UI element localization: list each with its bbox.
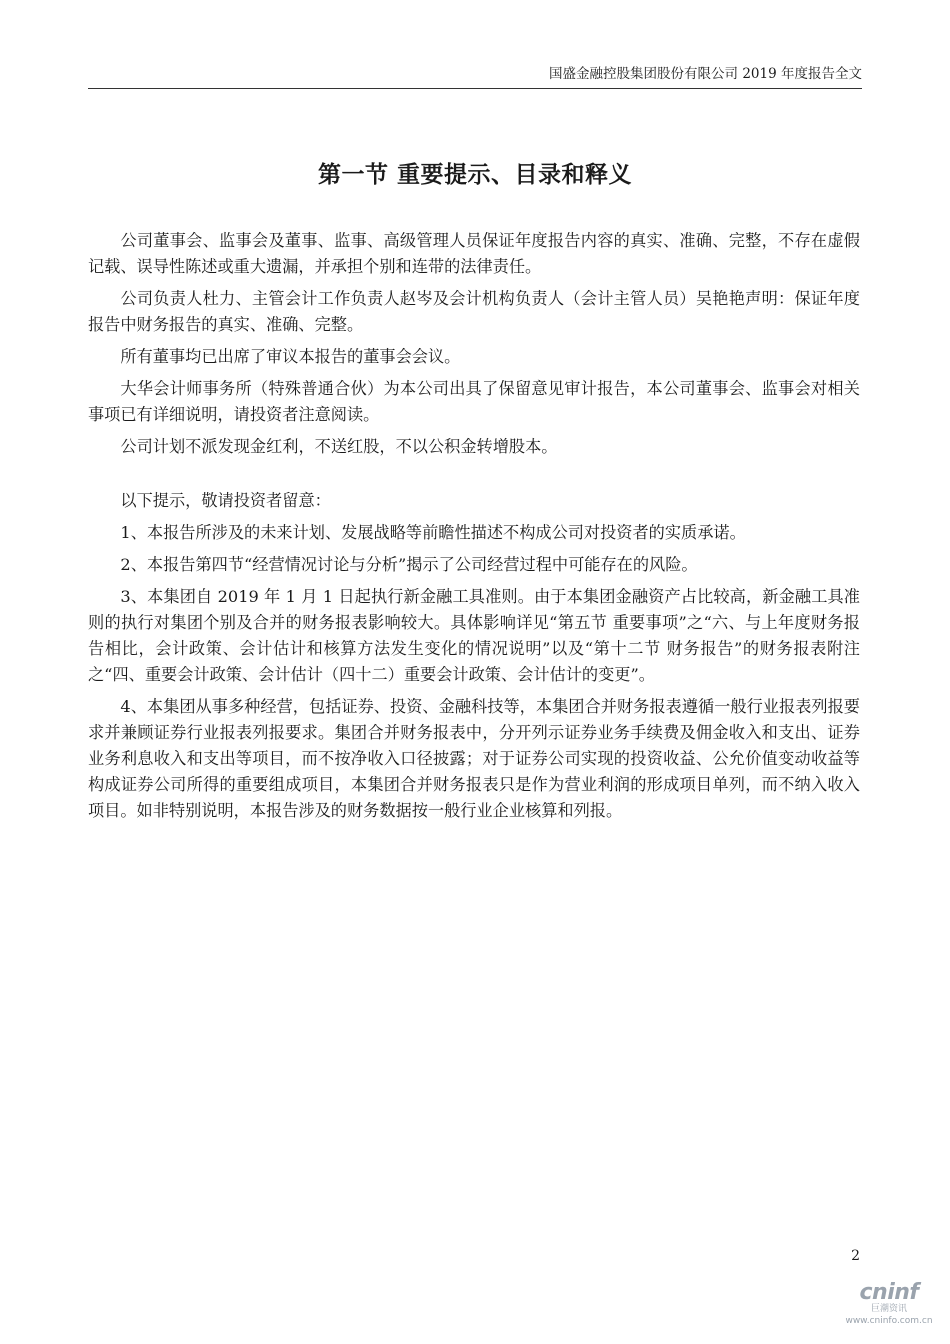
page-header [88, 64, 862, 89]
statement-paragraph: 所有董事均已出席了审议本报告的董事会会议。 [120, 347, 461, 366]
notice-item: 2、本报告第四节“经营情况讨论与分析”揭示了公司经营过程中可能存在的风险。 [120, 555, 698, 574]
notice-item: 1、本报告所涉及的未来计划、发展战略等前瞻性描述不构成公司对投资者的实质承诺。 [120, 523, 746, 542]
notice-item: 3、本集团自 2019 年 1 月 1 日起执行新金融工具准则。由于本集团金融资产占比较高，新金融工具准则的执行对集团个别及合并的财务报表影响较大。具体影响详见“第五节 重要事项”之“六、与上年度财务报告相比，会计政策、会计估计和核算方法发生变化的情况说明”以及“第十二节 财务报告”的财务报表附注之“四、重要会计政策、会计估计（四十二）重要会计政策、会计估计的变更”。 [88, 587, 860, 684]
cninfo-name: 巨潮资讯 [870, 1304, 907, 1314]
statement-paragraph: 大华会计师事务所（特殊普通合伙）为本公司出具了保留意见审计报告，本公司董事会、监事会对相关事项已有详细说明，请投资者注意阅读。 [88, 379, 860, 424]
section-title: 第一节 重要提示、目录和释义 [317, 162, 632, 188]
statement-paragraph: 公司计划不派发现金红利，不送红股，不以公积金转增股本。 [120, 437, 558, 456]
notice-item: 4、本集团从事多种经营，包括证券、投资、金融科技等，本集团合并财务报表遵循一般行业报表列报要求并兼顾证券行业报表列报要求。集团合并财务报表中，分开列示证券业务手续费及佣金收入和支出、证券业务利息收入和支出等项目，而不按净收入口径披露；对于证券公司实现的投资收益、公允价值变动收益等构成证券公司所得的重要组成项目，本集团合并财务报表只是作为营业利润的形成项目单列，而不纳入收入项目。如非特别说明，本报告涉及的财务数据按一般行业企业核算和列报。 [88, 697, 860, 820]
document-body [88, 228, 860, 830]
statement-paragraph: 公司负责人杜力、主管会计工作负责人赵岑及会计机构负责人（会计主管人员）吴艳艳声明：保证年度报告中财务报告的真实、准确、完整。 [88, 289, 860, 334]
section-spacer [88, 466, 860, 488]
header-company-report-title: 国盛金融控股集团股份有限公司 2019 年度报告全文 [549, 66, 862, 82]
notice-intro: 以下提示，敬请投资者留意： [120, 491, 331, 510]
statement-paragraph: 公司董事会、监事会及董事、监事、高级管理人员保证年度报告内容的真实、准确、完整，不存在虚假记载、误导性陈述或重大遗漏，并承担个别和连带的法律责任。 [88, 231, 860, 276]
cninfo-watermark [844, 1282, 934, 1327]
cninfo-url: www.cninfo.com.cn [845, 1316, 933, 1326]
page-number: 2 [851, 1248, 860, 1264]
cninfo-logo: cninf [859, 1280, 919, 1305]
